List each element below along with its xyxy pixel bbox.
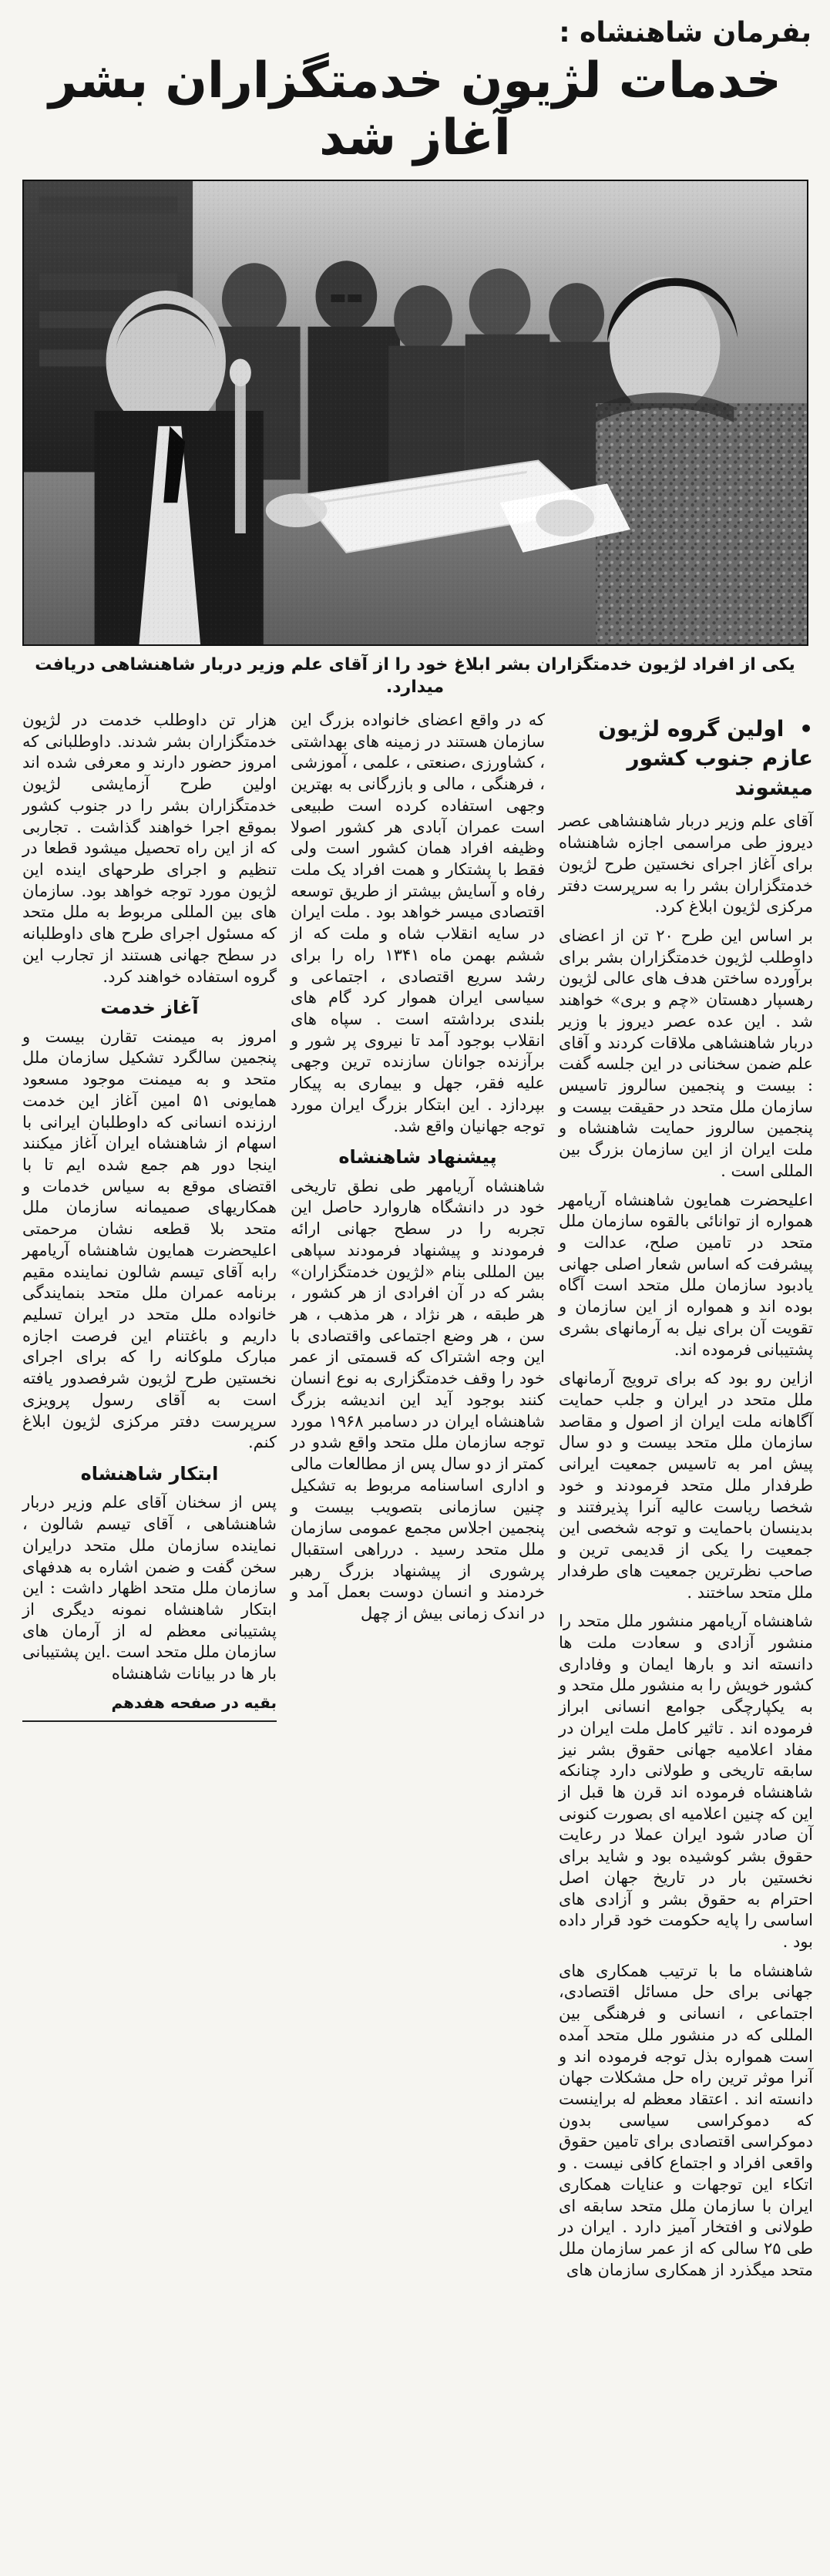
- right-paragraph-1: آقای علم وزیر دربار شاهنشاهی عصر دیروز طی مراسمی اجازه شاهنشاه برای آغاز اجرای نخستین طرح لژیون خدمتگزاران بشر را به سرپرست دفتر مرکزی لژیون ابلاغ کرد.: [559, 812, 813, 916]
- right-paragraph-3: اعلیحضرت همایون شاهنشاه آریامهر همواره از توانائی بالقوه سازمان ملل متحد در تامین صلح، عدالت و پیشرفت که اساس شعار اصلی جهانی یادبود سازمان ملل متحد است آگاه بوده اند و همواره از این سازمان و تقویت آن برای نیل به آرمانهای بشری پشتیبانی فرموده اند.: [559, 1190, 813, 1359]
- middle-subhead: پیشنهاد شاهنشاه: [338, 1146, 497, 1169]
- middle-paragraph-1: که در واقع اعضای خانواده بزرگ این سازمان هستند در زمینه های بهداشتی ، کشاورزی ،صنعتی ، علمی ، آموزشی ، فرهنگی ، مالی و بازرگانی به بهترین وجهی استفاده کرده است طبیعی است عمران آبادی هر کشور اصولا وظیفه افراد همان کشور است ولی فقط با پشتکار و همت افراد یک ملت رفاه و آسایش بیشتر از طریق توسعه اقتصادی میسر خواهد بود . ملت ایران در سایه انقلاب شاه و ملت که از ششم بهمن ماه ۱۳۴۱ راه را برای رشد سریع اقتصادی ، اجتماعی و سیاسی ایران هموار کرد گام های بلندی برداشته است . سپاه های انقلاب بوجود آمد تا نیروی پر شور و برآزنده جوانان سازنده ترین وجهی علیه فقر، جهل و بیماری به پیکار بپردازد . این ابتکار بزرگ ایران مورد توجه جهانیان واقع شد.: [291, 710, 545, 1135]
- left-paragraph-2: امروز به میمنت تقارن بیست و پنجمین سالگرد تشکیل سازمان ملل متحد و به میمنت موجود مسعود همایونی ۵۱ امین آغاز این خدمت ارزنده انسانی که داوطلبان ایرانی با اسهام از شاهنشاه ایران آغاز میکنند اینجا دور هم جمع شده ایم تا با اقتضای موقع به سیاس خدمات و همکاریهای صمیمانه سازمان ملل متحد بلا قطعه نشان مرحمتی اعلیحضرت همایون شاهنشاه آریامهر رابه آقای تیسم شالون نماینده مقیم برنامه عمران ملل متحد بنمایندگی خانواده ملل متحد در ایران تسلیم داریم و باغتنام این فرصت اجازه مبارک ملوکانه را که برای اجرای نخستین طرح لژیون شرفصدور یافته است به آقای رسول پرویزی سرپرست دفتر مرکزی لژیون ابلاغ کنم.: [22, 1027, 277, 1452]
- right-paragraph-5: شاهنشاه آریامهر منشور ملل متحد را منشور آزادی و سعادت ملت ها دانسته اند و بارها ایمان و وفاداری کشور خویش را به منشور ملل متحد و به یکپارچگی جوامع انسانی ابراز فرموده اند . تاثیر کامل ملت ایران در مفاد اعلامیه جهانی حقوق بشر نیز سابقه تاریخی و طولانی دارد چنانکه شاهنشاه فرموده اند قرن ها قبل از این که چنین اعلامیه ای بصورت کنونی آن صادر شود ایران عملا در رعایت حقوق بشر کوشیده بود و شاید برای نخستین بار در تاریخ جهان اصل احترام به حقوق بشر و آزادی های اساسی را پایه حکومت خود قرار داده بود .: [559, 1612, 813, 1951]
- middle-paragraph-2: شاهنشاه آریامهر طی نطق تاریخی خود در دانشگاه هاروارد حاصل این تجربه را در سطح جهانی ارائه فرمودند و پیشنهاد فرمودند سپاهی بین المللی بنام «لژیون خدمتگزاران» بشر که در آن افرادی از هر کشور ، هر طبقه ، هر نژاد ، هر مذهب ، هر سن ، هر وضع اجتماعی واقتصادی با این وجه اشتراک که قسمتی از عمر خود را وقف خدمتگزاری به نوع انسان کنند بوجود آید این اندیشه بزرگ شاهنشاه ایران در دسامبر ۱۹۶۸ مورد توجه سازمان ملل متحد واقع شدو در کمتر از دو سال پس از مطالعات مالی و اداری اساسنامه مربوط به تشکیل چنین سازمانی بتصویب بیست و پنجمین اجلاس مجمع عمومی سازمان ملل متحد رسید . درراهی استقبال پرشوری از پیشنهاد بزرگ رهبر خردمند و انسان دوست بعمل آمد و در اندک زمانی بیش از چهل: [291, 1176, 545, 1623]
- article-column-right: [559, 710, 813, 2289]
- continued-label: بقیه در صفحه هفدهم: [111, 1693, 277, 1712]
- header-kicker: بفرمان شاهنشاه :: [559, 17, 812, 49]
- left-subhead-1: آغاز خدمت: [100, 997, 199, 1019]
- article-column-middle: [291, 710, 545, 1633]
- left-paragraph-3: پس از سخنان آقای علم وزیر دربار شاهنشاهی ، آقای تیسم شالون ، نماینده سازمان ملل متحد درایران سخن گفت و ضمن اشاره به هدفهای سازمان ملل متحد اظهار داشت : این ابتکار شاهنشاه نمونه دیگری از پشتیبانی معظم له از آرمان های سازمان ملل متحد است .این پشتیبانی بار ها در بیانات شاهنشاه: [22, 1493, 277, 1683]
- news-photo: [22, 180, 808, 646]
- column-end-rule: [22, 1720, 277, 1722]
- photo-caption: یکی از افراد لژیون خدمتگزاران بشر ابلاغ خود را از آقای علم وزیر دربار شاهنشاهی دریافت میدارد.: [35, 654, 795, 698]
- article-column-left: [22, 710, 277, 1733]
- headline: خدمات لژیون خدمتگزاران بشر آغاز شد: [49, 52, 781, 166]
- right-subhead: [559, 715, 813, 802]
- right-subhead-text: اولین گروه لژیون عازم جنوب کشور میشوند: [598, 715, 813, 800]
- left-paragraph-1: هزار تن داوطلب خدمت در لژیون خدمتگزاران بشر شدند. داوطلبانی که امروز حضور دارند و معرفی شده اند اولین طرح آزمایشی لژیون خدمتگزاران بشر را در جنوب کشور بموقع اجرا خواهند گذاشت . تجاربی که از این راه تحصیل میشود قطعا در تنظیم و اجرای طرحهای اینده این لژیون مورد توجه خواهد بود. سازمان های بین المللی مربوط به ملل متحد که مسئول اجرای طرح های داوطلبانه در سطح جهانی هستند از تجارب این گروه استفاده خواهند کرد.: [22, 710, 277, 986]
- bullet-icon: •: [799, 715, 813, 742]
- right-paragraph-6: شاهنشاه ما با ترتیب همکاری های جهانی برای حل مسائل اقتصادی، اجتماعی ، انسانی و فرهنگی بین المللی که در منشور ملل متحد آمده است همواره بذل توجه فرموده اند و آنرا موثر ترین راه حل مشکلات جهان دانسته اند . اعتقاد معظم له براینست که دموکراسی سیاسی بدون دموکراسی اقتصادی برای تامین حقوق واقعی افراد و اجتماع کافی نیست . و اتکاء این توجهات و عنایات همکاری ایران با سازمان ملل متحد سابقه ای طولانی و افتخار آمیز دارد . ایران در طی ۲۵ سالی که از عمر سازمان ملل متحد میگذرد از همکاری سازمان های: [559, 1961, 813, 2279]
- left-subhead-2: ابتکار شاهنشاه: [80, 1463, 219, 1485]
- right-paragraph-2: بر اساس این طرح ۲۰ تن از اعضای داوطلب لژیون خدمتگزاران بشر برای برآورده ساختن هدف های عالی لژیون رهسپار دهستان «چم و بری» خواهند شد . این عده عصر دیروز با وزیر دربار شاهنشاهی ملاقات کردند و آقای علم ضمن سخنانی در این جلسه گفت : بیست و پنجمین سالروز تاسیس سازمان ملل متحد در حقیقت بیست و پنجمین سالروز حمایت شاهنشاه و ملت ایران از این سازمان بزرگ بین المللی است .: [559, 926, 813, 1180]
- article-columns: [14, 710, 816, 2289]
- news-photo-illustration: [24, 181, 807, 644]
- right-paragraph-4: ازاین رو بود که برای ترویج آرمانهای ملل متحد در ایران و جلب حمایت آگاهانه ملت ایران از اصول و مقاصد سازمان ملل متحد بیست و دو سال پیش امر به تاسیس جمعیت ایرانی طرفدار ملل متحد فرمودند و خود شخصا ریاست عالیه آنرا پذیرفتند و بدینسان باحمایت و توجه شخصی این جمعیت را یکی از قدیمی ترین و صاحب نظرترین جمعیت های طرفدار ملل متحد ساختند .: [559, 1369, 813, 1602]
